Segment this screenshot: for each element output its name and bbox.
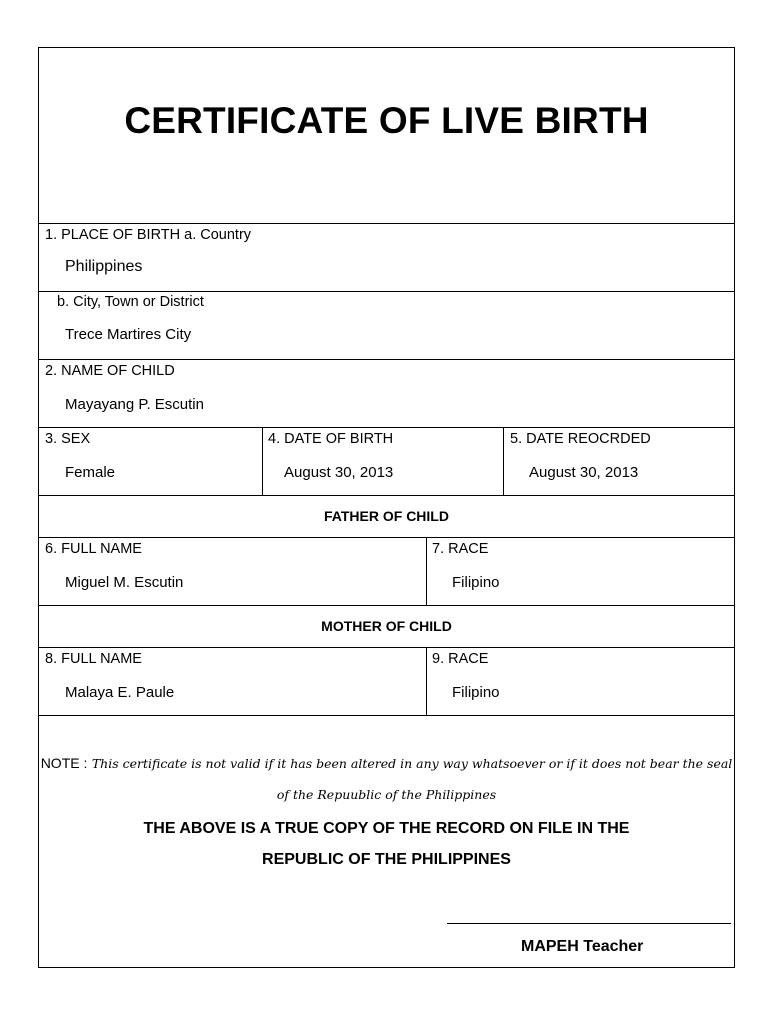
sex-value: Female (65, 464, 116, 481)
true-copy-line-2: REPUBLIC OF THE PHILIPPINES (262, 851, 511, 868)
mother-race-label: 9. RACE (432, 651, 489, 667)
mother-race-value: Filipino (452, 684, 500, 701)
country-value: Philippines (65, 258, 143, 275)
mother-section-header (39, 605, 734, 647)
signature-line (447, 923, 731, 924)
validity-note (39, 748, 734, 810)
mother-details-row (39, 647, 734, 715)
city-label: b. City, Town or District (57, 294, 204, 310)
child-name-value: Mayayang P. Escutin (65, 396, 204, 413)
country-label: 1. PLACE OF BIRTH a. Country (45, 227, 252, 243)
note-text: This certificate is not valid if it has been altered in any way whatsoever or if it does not bear the seal of the Repuublic of the Philippines (91, 756, 733, 802)
mother-section-title: MOTHER OF CHILD (321, 618, 452, 634)
recorded-cell (503, 428, 734, 495)
father-name-cell (39, 538, 426, 605)
father-section-header (39, 495, 734, 537)
place-of-birth-country-row (39, 223, 734, 291)
father-details-row (39, 537, 734, 605)
mother-name-value: Malaya E. Paule (65, 684, 175, 701)
true-copy-statement (39, 813, 734, 875)
recorded-value: August 30, 2013 (529, 464, 639, 481)
mother-name-label: 8. FULL NAME (45, 651, 142, 667)
recorded-label: 5. DATE REOCRDED (510, 431, 651, 447)
sex-label: 3. SEX (45, 431, 91, 447)
footer-section (39, 715, 734, 967)
place-of-birth-city-row (39, 291, 734, 359)
father-race-label: 7. RACE (432, 541, 489, 557)
dob-value: August 30, 2013 (284, 464, 394, 481)
father-section-title: FATHER OF CHILD (324, 508, 449, 524)
father-race-value: Filipino (452, 574, 500, 591)
child-name-row (39, 359, 734, 427)
certificate-title: CERTIFICATE OF LIVE BIRTH (124, 100, 649, 141)
father-name-value: Miguel M. Escutin (65, 574, 184, 591)
true-copy-line-1: THE ABOVE IS A TRUE COPY OF THE RECORD ON FILE IN THE (143, 820, 630, 837)
dob-label: 4. DATE OF BIRTH (268, 431, 394, 447)
father-name-label: 6. FULL NAME (45, 541, 142, 557)
father-race-cell (426, 538, 734, 605)
child-details-row (39, 427, 734, 495)
dob-cell (262, 428, 503, 495)
city-value: Trece Martires City (65, 326, 192, 343)
mother-name-cell (39, 648, 426, 715)
sex-cell (39, 428, 262, 495)
birth-certificate (38, 47, 735, 968)
child-name-label: 2. NAME OF CHILD (45, 363, 175, 379)
mother-race-cell (426, 648, 734, 715)
signatory-title: MAPEH Teacher (521, 938, 644, 955)
note-label: NOTE : (40, 755, 88, 771)
